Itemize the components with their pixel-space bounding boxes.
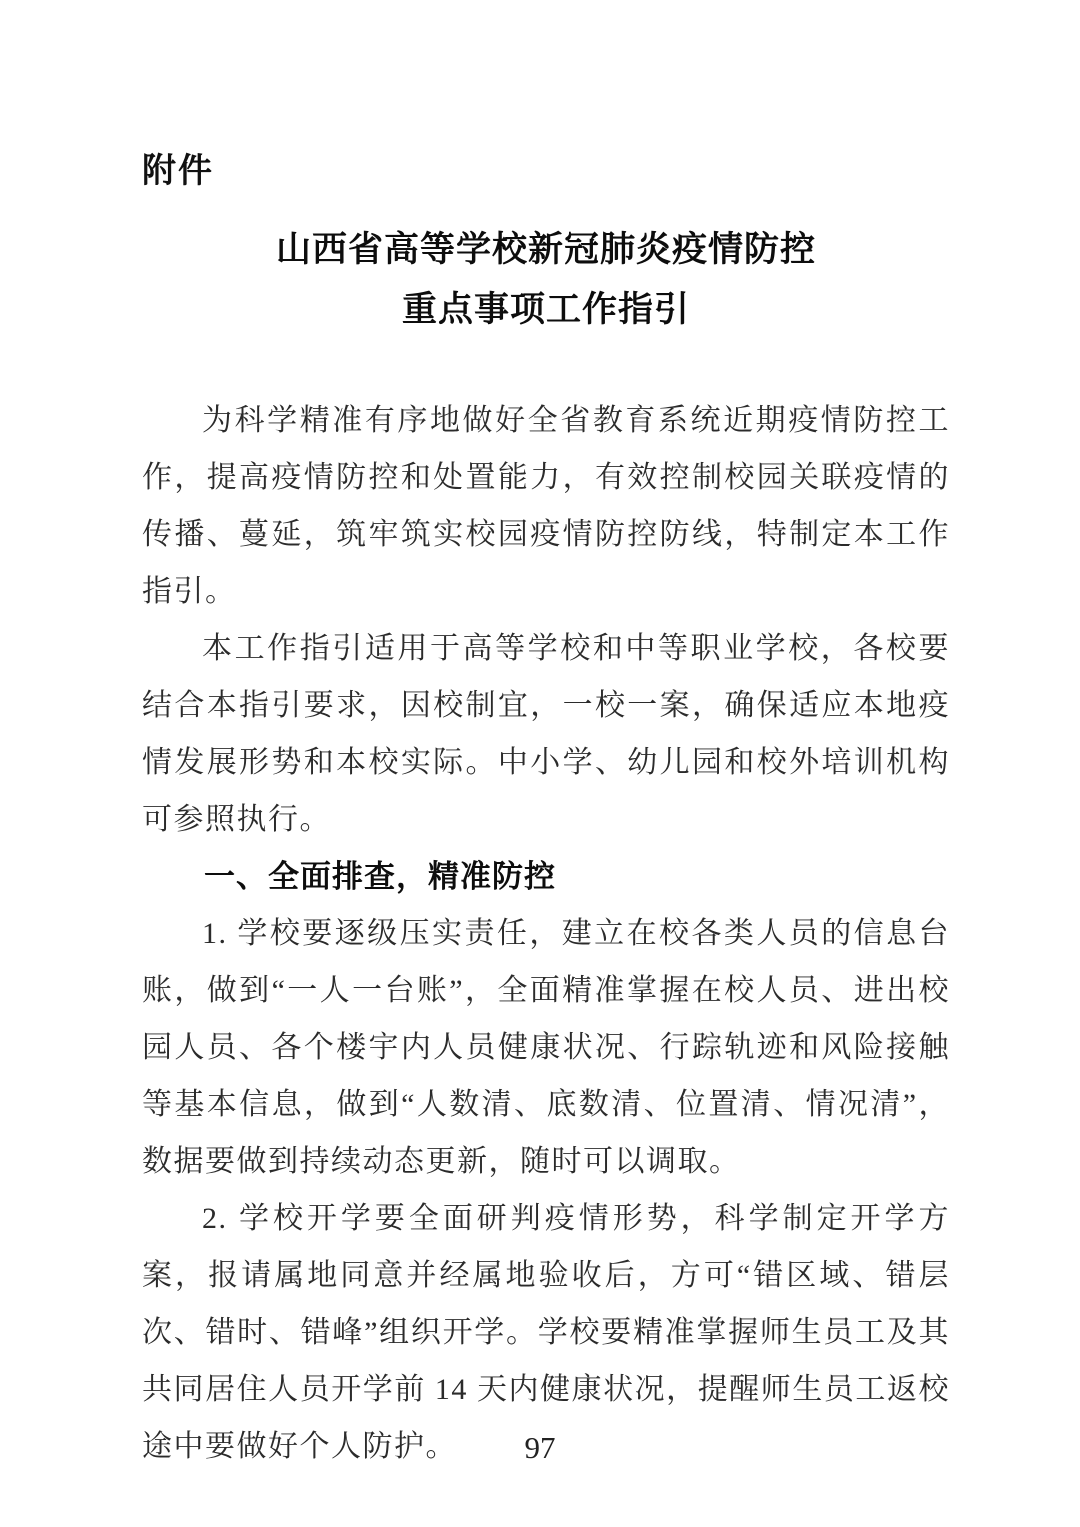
paragraph-scope: 本工作指引适用于高等学校和中等职业学校，各校要结合本指引要求，因校制宜，一校一案，确保适应本地疫情发展形势和本校实际。中小学、幼儿园和校外培训机构可参照执行。 bbox=[142, 632, 950, 836]
document-title-line-2: 重点事项工作指引 bbox=[401, 290, 690, 329]
paragraph-item-1: 1. 学校要逐级压实责任，建立在校各类人员的信息台账，做到“一人一台账”，全面精准掌握在校人员、进出校园人员、各个楼宇内人员健康状况、行踪轨迹和风险接触等基本信息，做到“人数清、底数清、位置清、情况清”，数据要做到持续动态更新，随时可以调取。 bbox=[142, 917, 950, 1178]
section-heading-1: 一、全面排查，精准防控 bbox=[204, 859, 556, 894]
document-title-line-1: 山西省高等学校新冠肺炎疫情防控 bbox=[275, 230, 816, 269]
attachment-label: 附件 bbox=[142, 152, 214, 190]
paragraph-item-2: 2. 学校开学要全面研判疫情形势，科学制定开学方案，报请属地同意并经属地验收后，方可“错区域、错层次、错时、错峰”组织开学。学校要精准掌握师生员工及其共同居住人员开学前 14 天内健康状况，提醒师生员工返校途中要做好个人防护。 bbox=[142, 1202, 950, 1463]
paragraph-purpose: 为科学精准有序地做好全省教育系统近期疫情防控工作，提高疫情防控和处置能力，有效控制校园关联疫情的传播、蔓延，筑牢筑实校园疫情防控防线，特制定本工作指引。 bbox=[142, 404, 950, 608]
page-number: 97 bbox=[524, 1430, 556, 1465]
document-title bbox=[142, 220, 950, 340]
document-content bbox=[142, 148, 950, 1475]
